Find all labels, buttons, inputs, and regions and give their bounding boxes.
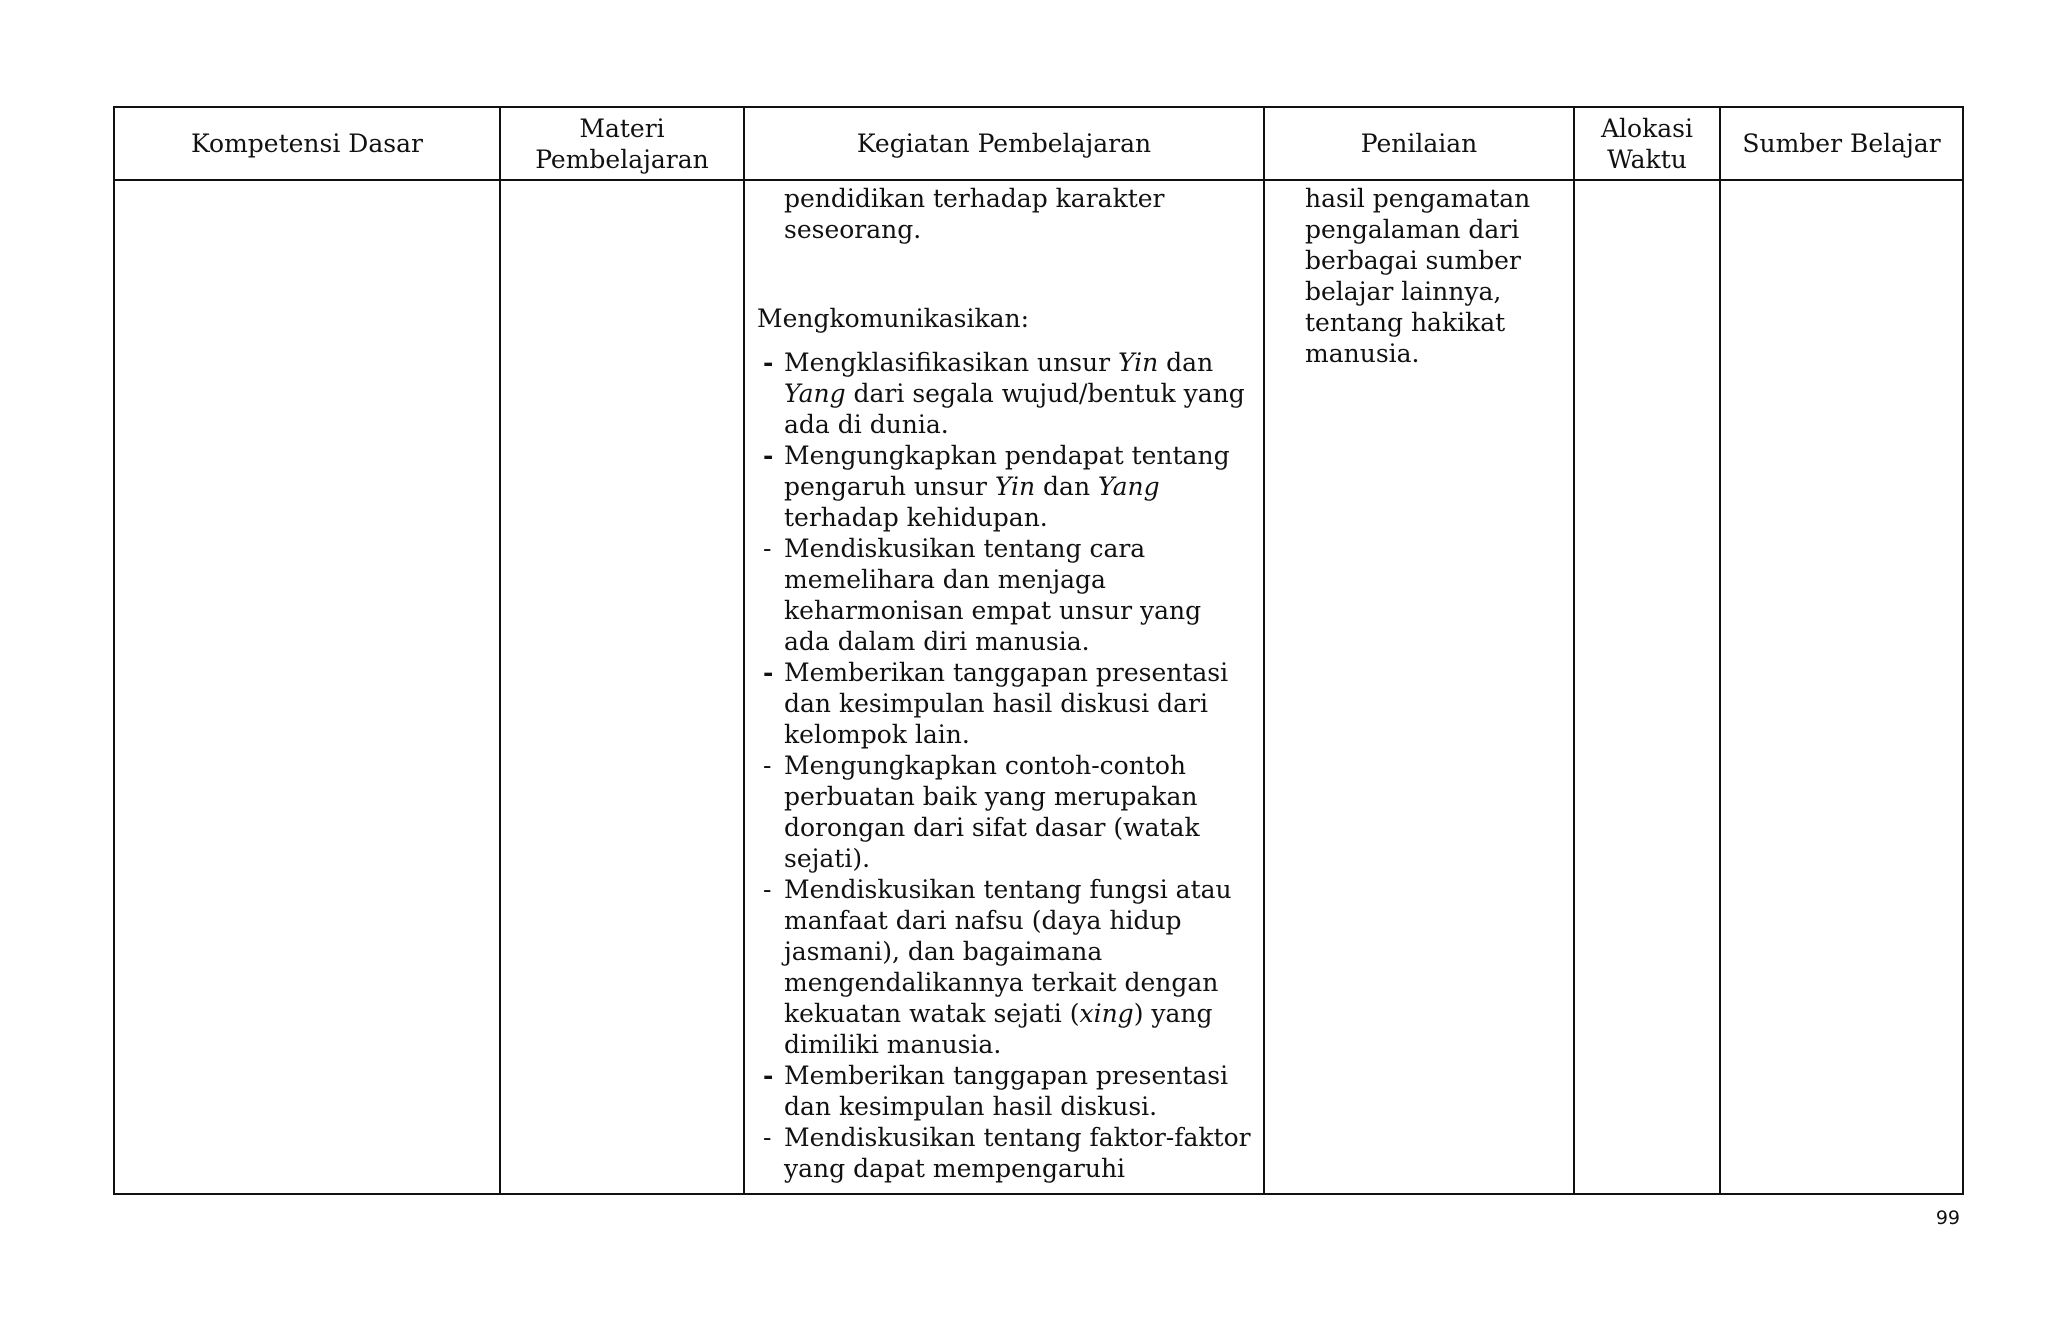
text-segment: Mendiskusikan tentang faktor-faktor yang dapat mempengaruhi (784, 1123, 1251, 1183)
header-kompetensi-dasar-label: Kompetensi Dasar (191, 129, 423, 158)
header-materi-line2: Pembelajaran (535, 144, 709, 174)
list-bullet-dash: - (763, 534, 772, 563)
list-bullet-dash: - (763, 1123, 772, 1152)
cell-kompetensi-dasar (114, 180, 500, 1194)
text-segment: Memberikan tanggapan presentasi dan kesimpulan hasil diskusi dari kelompok lain. (784, 658, 1229, 749)
header-row (114, 107, 1963, 180)
header-kompetensi-dasar (114, 107, 500, 180)
list-item-text (784, 440, 1253, 533)
list-bullet-dash: - (763, 348, 774, 377)
syllabus-table (113, 106, 1964, 1195)
header-alokasi-line1: Alokasi (1601, 113, 1693, 143)
italic-term: Yin (994, 472, 1036, 501)
text-segment: terhadap kehidupan. (784, 503, 1048, 532)
text-segment: Mengklasifikasikan unsur (784, 348, 1119, 377)
italic-term: xing (1079, 999, 1134, 1028)
cell-kegiatan-pembelajaran (744, 180, 1264, 1194)
header-kegiatan-label: Kegiatan Pembelajaran (856, 129, 1152, 158)
text-segment: ) yang dimiliki manusia. (784, 999, 1213, 1059)
list-item-text (784, 1122, 1253, 1184)
header-sumber-belajar (1720, 107, 1963, 180)
list-item-text (784, 750, 1253, 874)
list-item-text (784, 533, 1253, 657)
list-bullet-dash: - (763, 875, 772, 904)
list-bullet-dash: - (763, 1061, 774, 1090)
list-item (757, 750, 1253, 874)
activity-list (757, 347, 1253, 1184)
penilaian-text: hasil pengamatan pengalaman dari berbagai sumber belajar lainnya, tentang hakikat manusia. (1305, 184, 1531, 368)
kegiatan-continuation-text: pendidikan terhadap karakter seseorang. (784, 184, 1165, 244)
text-segment: dari segala wujud/bentuk yang ada di dunia. (784, 379, 1245, 439)
list-item (757, 1060, 1253, 1122)
text-segment: Mendiskusikan tentang fungsi atau manfaat dari nafsu (daya hidup jasmani), dan bagaimana mengendalikannya terkait dengan kekuatan watak sejati ( (784, 875, 1232, 1028)
text-segment: dan (1035, 472, 1099, 501)
list-item-text (784, 657, 1253, 750)
cell-sumber-belajar (1720, 180, 1963, 1194)
list-item (757, 440, 1253, 533)
list-item (757, 1122, 1253, 1184)
text-segment: Mengungkapkan pendapat tentang pengaruh unsur (784, 441, 1230, 501)
table-row (114, 180, 1963, 1194)
section-heading-mengkomunikasikan: Mengkomunikasikan: (757, 304, 1030, 333)
cell-alokasi-waktu (1574, 180, 1720, 1194)
list-item-text (784, 1060, 1253, 1122)
list-item (757, 657, 1253, 750)
text-segment: dan (1158, 348, 1214, 377)
list-item (757, 874, 1253, 1060)
list-item (757, 347, 1253, 440)
italic-term: Yin (1118, 348, 1159, 377)
list-item (757, 533, 1253, 657)
italic-term: Yang (784, 379, 846, 408)
list-bullet-dash: - (763, 658, 774, 687)
header-alokasi-line2: Waktu (1607, 144, 1687, 174)
text-segment: Mendiskusikan tentang cara memelihara dan menjaga keharmonisan empat unsur yang ada dalam diri manusia. (784, 534, 1202, 656)
italic-term: Yang (1098, 472, 1160, 501)
list-item-text (784, 874, 1253, 1060)
header-materi-line1: Materi (579, 113, 665, 143)
header-penilaian-label: Penilaian (1360, 129, 1478, 158)
text-segment: Mengungkapkan contoh-contoh perbuatan baik yang merupakan dorongan dari sifat dasar (watak sejati). (784, 751, 1200, 873)
header-sumber-label: Sumber Belajar (1742, 129, 1941, 158)
cell-penilaian (1264, 180, 1574, 1194)
page-number: 99 (1935, 1207, 1960, 1229)
list-bullet-dash: - (763, 441, 774, 470)
text-segment: Memberikan tanggapan presentasi dan kesimpulan hasil diskusi. (784, 1061, 1229, 1121)
list-item-text (784, 347, 1253, 440)
list-bullet-dash: - (763, 751, 772, 780)
header-alokasi-waktu (1574, 107, 1720, 180)
header-kegiatan-pembelajaran (744, 107, 1264, 180)
header-materi-pembelajaran (500, 107, 744, 180)
header-penilaian (1264, 107, 1574, 180)
cell-materi-pembelajaran (500, 180, 744, 1194)
